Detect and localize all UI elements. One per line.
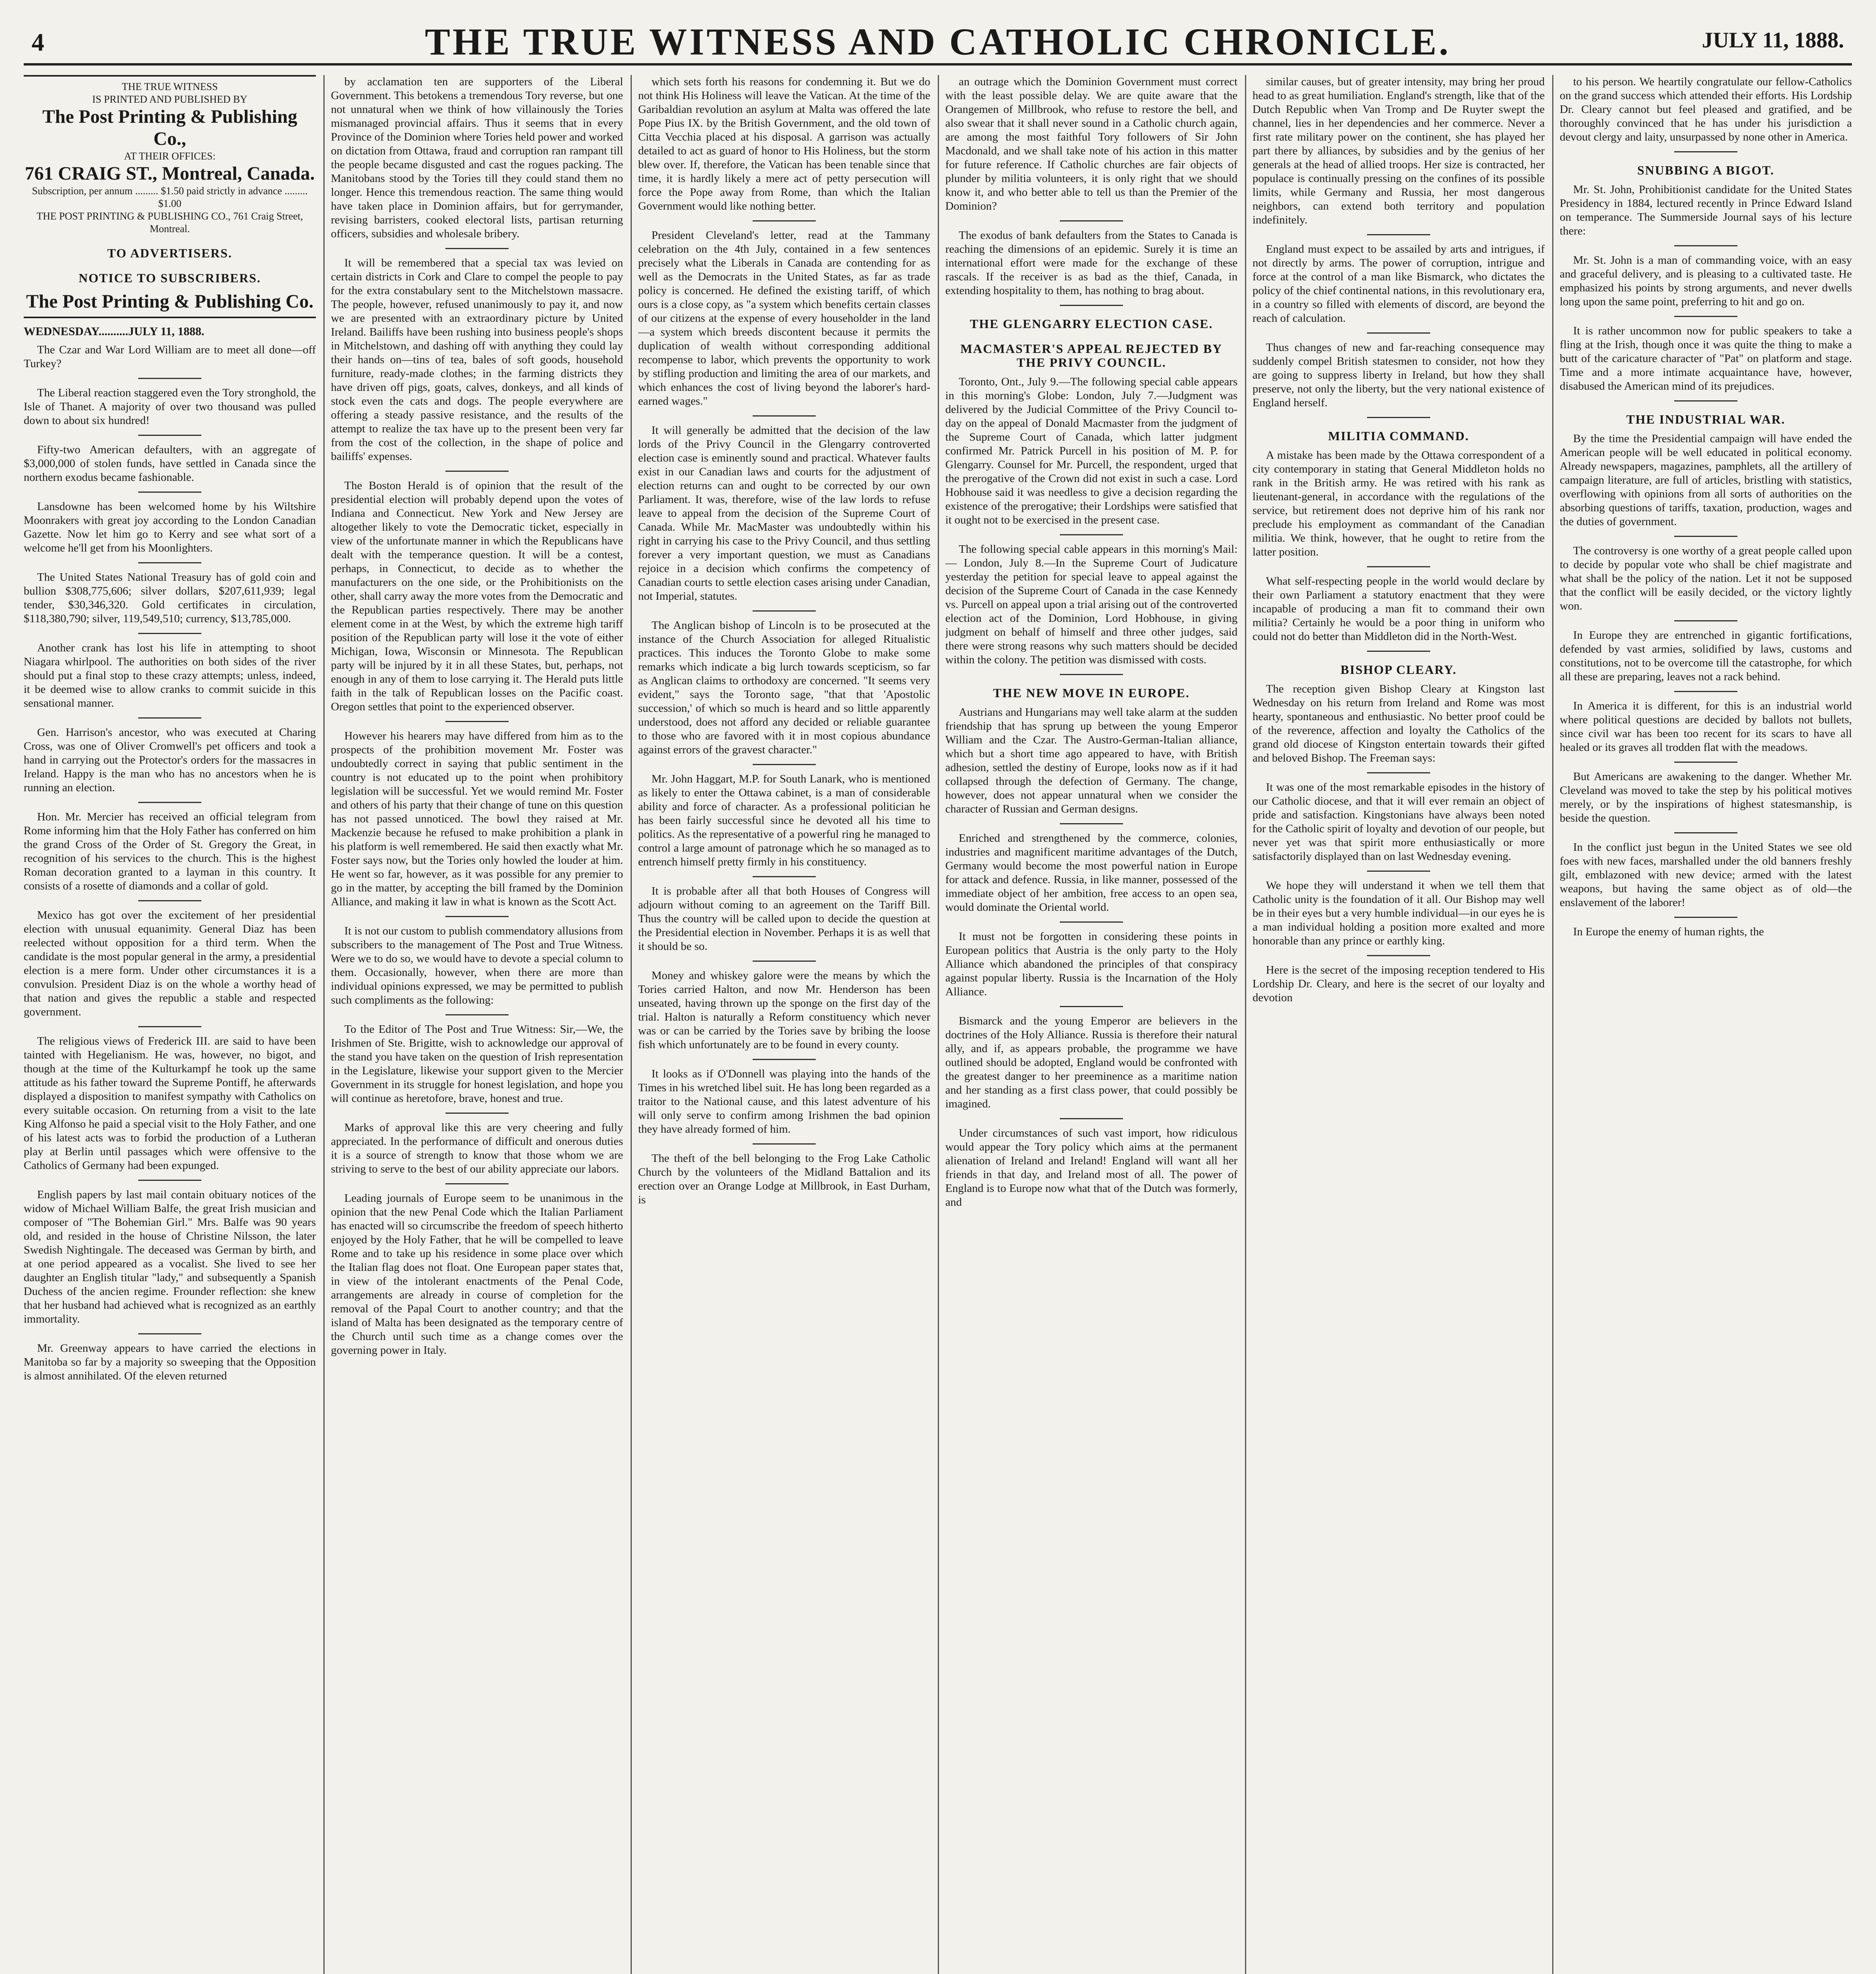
- paragraph: by acclamation ten are supporters of the Liberal Government. This betokens a tremendous Tory reverse, but one not unnatural when we think of how villainously the Tories mismanaged provincial affairs. Thus it seems that in every Province of the Dominion where Tories held power and worked on dictation from Ottawa, fraud and corruption ran rampant till the people became disgusted and cast the rogues packing. The Manitobans stood by the Tories till they could stand them no longer. Hence this tremendous reaction. The same thing would have taken place in Dominion affairs, but for gerrymander, revising barristers, cooked electoral lists, partisan returning officers, subsidies and wholesale bribery.: [331, 75, 623, 240]
- paragraph: Mexico has got over the excitement of her presidential election with unusual equanimity. General Diaz has been reelected without opposition for a third term. When the candidate is the most popular general in the army, a presidential election is a mere form. Under other circumstances it is a convulsion. President Diaz is on the whole a worthy head of that nation and gives the republic a stable and respected government.: [24, 909, 316, 1018]
- publisher-address: 761 CRAIG ST., Montreal, Canada.: [24, 163, 315, 184]
- separator: [445, 1113, 509, 1114]
- paragraph: It will generally be admitted that the decision of the law lords of the Privy Council in the Glengarry controverted election case is eminently sound and practical. Whatever faults exist in our Canadian laws and courts for the adjustment of election returns can and ought to be corrected by our own Parliament. It was, therefore, wise of the law lords to refuse leave to appeal from the decision of the Supreme Court of Canada. While Mr. MacMaster was undoubtedly within his right in carrying his case to the Privy Council, and thus settling forever a very important question, we must as Canadians rejoice in a decision which confirms the competency of Canadian courts to settle election cases arising under Canadian, not Imperial, statutes.: [638, 424, 930, 602]
- separator: [138, 717, 201, 719]
- separator: [138, 492, 201, 493]
- paragraph: The exodus of bank defaulters from the States to Canada is reaching the dimensions of an epidemic. Surely it is time an international effort were made for the exchange of these rascals. If the receiver is as bad as the thief, Canada, in extending hospitality to them, has nothing to brag about.: [945, 229, 1238, 297]
- separator: [1674, 832, 1737, 833]
- paragraph: The United States National Treasury has of gold coin and bullion $308,775,606; silver dollars, $207,611,939; legal tender, $30,346,320. Gold certificates in circulation, $118,380,790; silver, 119,549,510; currency, $13,785,000.: [24, 571, 316, 625]
- separator: [1674, 917, 1737, 918]
- column-2: [331, 75, 623, 1974]
- separator: [445, 471, 509, 472]
- paragraph: It is probable after all that both Houses of Congress will adjourn without coming to an agreement on the Tariff Bill. Thus the country will be called upon to decide the question at the Presidential election in November. Perhaps it is as well that it should be so.: [638, 885, 930, 953]
- page-number: 4: [32, 28, 44, 56]
- paragraph: Hon. Mr. Mercier has received an official telegram from Rome informing him that the Holy Father has conferred on him the grand Cross of the Order of St. Gregory the Great, in recognition of his services to the church. This is the highest Roman decoration granted to a layman in this country. It consists of a rosette of diamonds and a collar of gold.: [24, 811, 316, 892]
- paragraph: In Europe they are entrenched in gigantic fortifications, defended by vast armies, solidified by laws, customs and constitutions, not to be overcome till the catastrophe, for which all these are preparing, leaves not a rack behind.: [1560, 629, 1852, 683]
- paragraph: But Americans are awakening to the danger. Whether Mr. Cleveland was moved to take the step by his political motives merely, or by the inspirations of highest statesmanship, is beside the question.: [1560, 770, 1852, 824]
- paragraph: Fifty-two American defaulters, with an aggregate of $3,000,000 of stolen funds, have settled in Canada since the northern exodus became fashionable.: [24, 443, 316, 484]
- separator: [138, 633, 201, 634]
- paragraph: President Cleveland's letter, read at the Tammany celebration on the 4th July, contained in a few sentences precisely what the Liberals in Canada are contending for as well as the Democrats in the United States, as far as trade policy is concerned. He defined the existing tariff, of which ours is a close copy, as "a system which benefits certain classes of our citizens at the expense of every householder in the land—a system which breeds discontent because it permits the duplication of wealth without corresponding additional recompense to labor, which prevents the opportunity to work by stifling production and limiting the area of our markets, and which enhances the cost of living beyond the laborer's hard-earned wages.": [638, 229, 930, 407]
- page-title: THE TRUE WITNESS AND CATHOLIC CHRONICLE.: [425, 21, 1451, 63]
- separator: [138, 900, 201, 901]
- separator: [1674, 316, 1737, 317]
- paragraph: Leading journals of Europe seem to be unanimous in the opinion that the new Penal Code which the Italian Parliament has enacted will so circumscribe the freedom of speech hitherto enjoyed by the Holy Father, that he will be compelled to leave Rome and to take up his residence in some place over which the Italian flag does not float. One European paper states that, in view of the intolerant enactments of the Penal Code, arrangements are already in course of completion for the removal of the Papal Court to another country; and that the island of Malta has been designated as the temporary centre of the Church until such time as a change comes over the governing power in Italy.: [331, 1192, 623, 1357]
- masthead: [24, 16, 1852, 66]
- issue-line: WEDNESDAY..........JULY 11, 1888.: [24, 325, 205, 338]
- paragraph: Under circumstances of such vast import, how ridiculous would appear the Tory policy which aims at the permanent alienation of Ireland and Ireland! England will want all her friends in that day, and Ireland most of all. The power of England is to Europe now what that of the Dutch was formerly, and: [945, 1127, 1238, 1208]
- separator: [1060, 305, 1123, 306]
- paragraph: A mistake has been made by the Ottawa correspondent of a city contemporary in stating that General Middleton holds no rank in the British army. He was retired with his rank as lieutenant-general, in accordance with the regulations of the service, but retirement does not deprive him of his rank nor preclude his employment as commandant of the Canadian militia. We think, however, that he ought to retire from the latter position.: [1253, 449, 1545, 558]
- separator: [138, 435, 201, 436]
- paragraph: Money and whiskey galore were the means by which the Tories carried Halton, and now Mr. Henderson has been unseated, having thrown up the sponge on the first day of the trial. Halton is naturally a Reform constituency which never was or can be carried by the Tories save by bribing the loose fish which unfortunately are to be found in every county.: [638, 969, 930, 1051]
- column-1-text: [24, 343, 316, 1383]
- paragraph: We hope they will understand it when we tell them that Catholic unity is the foundation of it all. Our Bishop may well be in their eyes but a very humble individual—in our eyes he is a man individual holding a position more exalted and more honorable than any prince or earthly king.: [1253, 879, 1545, 947]
- column-6-text: [1560, 75, 1852, 939]
- separator: [753, 961, 816, 962]
- separator: [1060, 220, 1123, 221]
- columns: [24, 75, 1852, 1974]
- column-3: [638, 75, 930, 1974]
- paragraph: Mr. St. John, Prohibitionist candidate for the United States Presidency in 1884, lectured recently in Prince Edward Island on temperance. The Summerside Journal says of his lecture there:: [1560, 183, 1852, 237]
- paragraph: The following special cable appears in this morning's Mail:— London, July 8.—In the Supreme Court of Judicature yesterday the petition for special leave to appeal against the decision of the Supreme Court of Canada in the case Kennedy vs. Purcell on appeal upon a trial arising out of the controverted election act of the Dominion, Lord Hobhouse, in giving judgment on behalf of himself and three other judges, said there were strong reasons why such matters should be decided within the colony. The petition was dismissed with costs.: [945, 543, 1238, 666]
- separator: [1367, 332, 1430, 334]
- paragraph: It is rather uncommon now for public speakers to take a fling at the Irish, though once it was quite the thing to make a butt of the caricature character of "Pat" on platform and stage. Time and a more intimate acquaintance have, however, disabused the American mind of its prejudices.: [1560, 325, 1852, 392]
- paragraph: It was one of the most remarkable episodes in the history of our Catholic diocese, and that it will ever remain an object of pride and satisfaction. Kingstonians have always been noted for the Catholic spirit of loyalty and devotion of our people, but never yet was that spirit more enthusiastically or more satisfactorily displayed than on last Wednesday evening.: [1253, 781, 1545, 863]
- column-6: [1560, 75, 1852, 1974]
- paragraph: What self-respecting people in the world would declare by their own Parliament a statutory enactment that they were incapable of producing a man fit to command their own militia? Certainly he would be a poor thing in uniform who could not do better than Middleton did in the North-West.: [1253, 575, 1545, 643]
- paragraph: to his person. We heartily congratulate our fellow-Catholics on the grand success which attended their efforts. His Lordship Dr. Cleary cannot but feel pleased and gratified, and be thoroughly convinced that he has under his jurisdiction a devout clergy and laity, unsurpassed by none other in America.: [1560, 75, 1852, 143]
- separator: [1060, 1118, 1123, 1119]
- publisher-line1: THE TRUE WITNESS: [122, 81, 218, 92]
- column-4: [945, 75, 1238, 1974]
- paragraph: However his hearers may have differed from him as to the prospects of the prohibition movement Mr. Foster was undoubtedly correct in saying that public sentiment in the country is not educated up to the point when prohibitory legislation will be successful. Yet we would remind Mr. Foster and others of his party that their change of tune on this question has not passed unnoticed. The bowl they raised at Mr. Mackenzie because he refused to make prohibition a plank in his platform is well remembered. He said then exactly what Mr. Foster says now, but the Tories only howled the louder at him. He went so far, however, as it was possible for any premier to go in the matter, by accepting the bill framed by the Dominion Alliance, and making it law in what is known as the Scott Act.: [331, 730, 623, 908]
- column-1: [24, 75, 316, 1974]
- separator: [1367, 417, 1430, 418]
- separator: [1674, 762, 1737, 763]
- paragraph: It must not be forgotten in considering these points in European politics that Austria is the only party to the Holy Alliance which abandoned the principles of that conspiracy against popular liberty. Russia is the Incarnation of the Holy Alliance.: [945, 930, 1238, 998]
- paragraph: which sets forth his reasons for condemning it. But we do not think His Holiness will leave the Vatican. At the time of the Garibaldian revolution an asylum at Malta was offered the late Pope Pius IX. by the British Government, and the old town of Citta Vecchia placed at his disposal. A garrison was actually detailed to act as guard of honor to His Holiness, but the storm blew over. If, therefore, the Vatican has been tenable since that time, it is hardly likely a mere act of petty persecution will force the Pope away from Rome, than which the Italian Government would like nothing better.: [638, 75, 930, 212]
- publisher-box: [24, 75, 316, 318]
- subscription-rates: Subscription, per annum ......... $1.50 paid strictly in advance ......... $1.00: [32, 185, 308, 209]
- section-heading: BISHOP CLEARY.: [1340, 662, 1457, 677]
- paragraph: It will be remembered that a special tax was levied on certain districts in Cork and Clare to compel the people to pay for the extra constabulary sent to the Mitchelstown massacre. The people, however, refused unanimously to pay it, and now we are presented with an extraordinary picture by United Ireland. Bailiffs have been rushing into business people's shops in Mitchelstown, and dashing off with anything they could lay their hands on—tins of tea, bales of soft goods, household furniture, ready-made clothes; in the farming districts they have driven off pigs, goats, calves, donkeys, and all kinds of stock even the cats and dogs. The people everywhere are offering a steady passive resistance, and the results of the attempt to realize the tax have up to the present been very far from the cost of the collection, in the shape of police and bailiffs' expenses.: [331, 257, 623, 463]
- paragraph: Mr. Greenway appears to have carried the elections in Manitoba so far by a majority so sweeping that the Opposition is almost annihilated. Of the eleven returned: [24, 1342, 316, 1382]
- paragraph: Marks of approval like this are very cheering and fully appreciated. In the performance of difficult and onerous duties it is a source of strength to know that those whom we are striving to serve to the best of our ability appreciate our labors.: [331, 1121, 623, 1175]
- separator: [1674, 151, 1737, 152]
- paragraph: Mr. John Haggart, M.P. for South Lanark, who is mentioned as likely to enter the Ottawa cabinet, is a man of considerable ability and force of character. As a professional politician he has been fairly successful since he devoted all his time to politics. As the representative of a powerful ring he managed to control a large amount of patronage which he so managed as to entrench himself pretty firmly in his constituency.: [638, 773, 930, 868]
- paragraph: The controversy is one worthy of a great people called upon to decide by popular vote who shall be chief magistrate and what shall be the policy of the nation. Let it not be supposed that the conflict will be easily decided, or the victory lightly won.: [1560, 544, 1852, 612]
- separator: [1060, 534, 1123, 535]
- separator: [753, 1143, 816, 1145]
- paragraph: Here is the secret of the imposing reception tendered to His Lordship Dr. Cleary, and here is the secret of our loyalty and devotion: [1253, 964, 1545, 1004]
- separator: [1060, 1006, 1123, 1007]
- paragraph: English papers by last mail contain obituary notices of the widow of Michael William Balfe, the great Irish musician and composer of "The Bohemian Girl." Mrs. Balfe was 90 years old, and resided in the house of Christine Nilsson, the later Swedish Nightingale. The deceased was German by birth, and at one period appeared as a vocalist. She lived to see her daughter an English titular "lady," and subsequently a Spanish Duchess of the ancien regime. Frounder reflection: she knew that her husband had achieved what is recognized as an earthly immortality.: [24, 1188, 316, 1325]
- section-heading: THE NEW MOVE IN EUROPE.: [993, 686, 1190, 700]
- column-2-text: [331, 75, 623, 1357]
- section-heading: MILITIA COMMAND.: [1328, 429, 1469, 443]
- separator: [1674, 691, 1737, 692]
- separator: [1367, 566, 1430, 567]
- section-heading: THE INDUSTRIAL WAR.: [1626, 412, 1786, 426]
- paragraph: It looks as if O'Donnell was playing into the hands of the Times in his wretched libel suit. He has long been regarded as a traitor to the National cause, and this latest adventure of his will only serve to confirm among Irishmen the bad opinion they have already formed of him.: [638, 1068, 930, 1135]
- newspaper-page: [24, 16, 1852, 1974]
- paragraph: similar causes, but of greater intensity, may bring her proud head to as great humiliation. England's strength, like that of the Dutch Republic when Van Tromp and De Ruyter swept the channel, lies in her dependencies and her commerce. Never a first rate military power on the continent, she has played her part there by alliances, by subsidies and by the genius of her generals at the head of allied troops. Her size is contracted, her populace is continually pressing on the confines of its possible limits, while Germany and Russia, her most dangerous neighbors, can extend both territory and population indefinitely.: [1253, 75, 1545, 226]
- paragraph: In America it is different, for this is an industrial world where political questions are decided by ballots not bullets, since civil war has been too recent for its scars to have all healed or its graves all trodden flat with the meadows.: [1560, 700, 1852, 754]
- separator: [1367, 955, 1430, 956]
- separator: [1060, 921, 1123, 923]
- paragraph: The Czar and War Lord William are to meet all done—off Turkey?: [24, 343, 316, 370]
- separator: [445, 721, 509, 722]
- publisher-at: AT THEIR OFFICES:: [124, 150, 216, 162]
- separator: [445, 248, 509, 249]
- paragraph: The theft of the bell belonging to the Frog Lake Catholic Church by the volunteers of the Midland Battalion and its erection over an Orange Lodge at Millbrook, in East Durham, is: [638, 1152, 930, 1206]
- separator: [138, 1026, 201, 1027]
- separator: [445, 1183, 509, 1184]
- separator: [1367, 772, 1430, 773]
- separator: [753, 220, 816, 221]
- separator: [1367, 871, 1430, 872]
- paragraph: In the conflict just begun in the United States we see old foes with new faces, marshalled under the old banners freshly gilt, emblazoned with new device; armed with the latest weapons, but having the same object as of old—the enslavement of the laborer!: [1560, 841, 1852, 909]
- paragraph: Gen. Harrison's ancestor, who was executed at Charing Cross, was one of Oliver Cromwell's pet officers and took a hand in carrying out the Protector's orders for the massacres in Ireland. Happy is the man who has no ancestors when he is running an election.: [24, 726, 316, 794]
- separator: [1674, 245, 1737, 246]
- separator: [753, 610, 816, 612]
- paragraph: The religious views of Frederick III. are said to have been tainted with Hegelianism. He was, however, no bigot, and though at the time of the Kulturkampf he took up the same attitude as his father toward the Supreme Pontiff, he afterwards displayed a disposition to manifest sympathy with Catholics on every suitable occasion. On returning from a visit to the late King Alfonso he paid a special visit to the Holy Father, and one of his latest acts was to forbid the production of a Lutheran play at Berlin until passages which were offensive to the Catholics of Germany had been expunged.: [24, 1035, 316, 1172]
- issue-date: JULY 11, 1888.: [1702, 28, 1844, 53]
- column-5-text: [1253, 75, 1545, 1005]
- separator: [1367, 234, 1430, 235]
- separator: [445, 916, 509, 917]
- paragraph: Thus changes of new and far-reaching consequence may suddenly compel British statesmen to consider, not how they are going to suppress liberty in Ireland, but how they shall preserve, not only the liberty, but the very national existence of England herself.: [1253, 341, 1545, 409]
- publisher-company-2: THE POST PRINTING & PUBLISHING CO., 761 Craig Street, Montreal.: [36, 210, 303, 235]
- separator: [1060, 823, 1123, 824]
- separator: [445, 1014, 509, 1015]
- column-5: [1253, 75, 1545, 1974]
- paragraph: Mr. St. John is a man of commanding voice, with an easy and graceful delivery, and is pleasing to a cultivated taste. He emphasized his points by strong arguments, and never dwells long upon the same point, preferring to hit and go on.: [1560, 254, 1852, 308]
- paragraph: The Anglican bishop of Lincoln is to be prosecuted at the instance of the Church Association for alleged Ritualistic practices. This induces the Toronto Globe to make some remarks which indicate a big lurch towards scepticism, so far as Anglican claims to orthodoxy are concerned. "It seems very evident," says the Toronto sage, "that that 'Apostolic succession,' of which so much is heard and so little apparently understood, does not afford any decided or reliable guarantee to those who are favored with it in most copious abundance against errors of the gravest character.": [638, 619, 930, 756]
- publisher-line2: IS PRINTED AND PUBLISHED BY: [92, 94, 248, 105]
- subs-heading: NOTICE TO SUBSCRIBERS.: [79, 271, 261, 285]
- separator: [138, 1180, 201, 1181]
- paragraph: Lansdowne has been welcomed home by his Wiltshire Moonrakers with great joy according to the London Canadian Gazette. Now let him go to Kerry and see what sort of a welcome he'll get from his Moonlighters.: [24, 500, 316, 554]
- paragraph: The Liberal reaction staggered even the Tory stronghold, the Isle of Thanet. A majority of over two thousand was pulled down to about six hundred!: [24, 387, 316, 427]
- publisher-company: The Post Printing & Publishing Co.,: [42, 106, 297, 149]
- separator: [138, 1333, 201, 1334]
- paragraph: To the Editor of The Post and True Witness: Sir,—We, the Irishmen of Ste. Brigitte, wish to acknowledge our approval of the stand you have taken on the question of Irish representation in the Legislature, likewise your support given to the Mercier Government in its struggle for honest legislation, and hope you will continue as heretofore, brave, honest and true.: [331, 1023, 623, 1105]
- separator: [138, 378, 201, 379]
- paragraph: Toronto, Ont., July 9.—The following special cable appears in this morning's Globe: London, July 7.—Judgment was delivered by the Judicial Committee of the Privy Council to-day on the appeal of Donald Macmaster from the judgment of the Supreme Court of Canada, which latter judgment confirmed Mr. Patrick Purcell in his position of M. P. for Glengarry. Counsel for Mr. Purcell, the respondent, urged that the prerogative of the Crown did not exist in such a case. Lord Hobhouse said it was needless to give a decision regarding the existence of the prerogative; their Lordships were satisfied that it ought not to be exercised in the present case.: [945, 375, 1238, 526]
- section-heading: MACMASTER'S APPEAL REJECTED BY THE PRIVY COUNCIL.: [960, 342, 1222, 370]
- paragraph: The reception given Bishop Cleary at Kingston last Wednesday on his return from Ireland and Rome was most hearty, spontaneous and enthusiastic. No better proof could be of the reverence, affection and loyalty the Catholics of the grand old diocese of Kingston entertain towards their gifted and beloved Bishop. The Freeman says:: [1253, 683, 1545, 764]
- separator: [1674, 620, 1737, 621]
- section-heading: THE GLENGARRY ELECTION CASE.: [970, 317, 1213, 331]
- section-heading: SNUBBING A BIGOT.: [1637, 163, 1775, 177]
- paragraph: an outrage which the Dominion Government must correct with the least possible delay. We are quite aware that the Orangemen of Millbrook, who refuse to restore the bell, and also swear that it shall never sound in a Catholic church again, are among the most faithful Tory followers of Sir John Macdonald, and we shall take note of his action in this matter for future reference. If Catholic churches are fair objects of plunder by militia volunteers, it is only right that we should know it, and who better able to tell us than the Premier of the Dominion?: [945, 75, 1238, 212]
- separator: [753, 876, 816, 877]
- paragraph: Enriched and strengthened by the commerce, colonies, industries and magnificent maritime advantages of the Dutch, Germany would become the most powerful nation in Europe for attack and defence. Russia, in like manner, possessed of the immediate object of her ambition, free access to an open sea, would dominate the Oriental world.: [945, 832, 1238, 914]
- separator: [1674, 400, 1737, 402]
- separator: [753, 764, 816, 765]
- footer-company: The Post Printing & Publishing Co.: [26, 291, 314, 312]
- separator: [1367, 651, 1430, 652]
- column-3-text: [638, 75, 930, 1207]
- separator: [1674, 536, 1737, 537]
- paragraph: It is not our custom to publish commendatory allusions from subscribers to the management of The Post and True Witness. Were we to do so, we would have to devote a special column to them. Occasionally, however, when there are more than individual opinions expressed, we may be permitted to publish such compliments as the following:: [331, 925, 623, 1006]
- separator: [138, 802, 201, 803]
- separator: [753, 1059, 816, 1060]
- ads-heading: TO ADVERTISERS.: [107, 246, 233, 260]
- separator: [1060, 674, 1123, 675]
- column-4-text: [945, 75, 1238, 1209]
- separator: [138, 562, 201, 563]
- paragraph: By the time the Presidential campaign will have ended the American people will be well educated in political economy. Already newspapers, magazines, pamphlets, all the artillery of campaign literature, are full of articles, bristling with statistics, overflowing with opinions from all sorts of authorities on the absorbing questions of tariffs, taxation, production, wages and the duties of government.: [1560, 432, 1852, 528]
- paragraph: The Boston Herald is of opinion that the result of the presidential election will probably depend upon the votes of Indiana and Connecticut. New York and New Jersey are altogether likely to vote the Democratic ticket, especially in view of the unfortunate manner in which the Republicans have dealt with the temperance question. It will be a contest, perhaps, in Connecticut, to decide as to whether the manufacturers on the one side, or the Prohibitionists on the other, shall carry away the more votes from the Democratic and the Republican parties respectively. There may be another element come in at the West, by which the extreme high tariff position of the Republican party will lose it the vote of either Michigan, Iowa, Wisconsin or Minnesota. The Republican party will be injured by it in all these States, but, perhaps, not enough in any of them to lose carrying it. The Herald puts little faith in the talk of Republican losses on the Pacific coast. Oregon settles that point to the experienced observer.: [331, 479, 623, 713]
- paragraph: Austrians and Hungarians may well take alarm at the sudden friendship that has sprung up between the young Emperor William and the Czar. The Austro-German-Italian alliance, which but a short time ago appeared to have, with British adhesion, settled the destiny of Europe, looks now as if it had collapsed through the defection of Germany. The change, however, does not appear unnatural when we consider the character of Russian and German designs.: [945, 706, 1238, 815]
- separator: [753, 415, 816, 417]
- paragraph: Another crank has lost his life in attempting to shoot Niagara whirlpool. The authorities on both sides of the river should put a final stop to these crazy attempts; unless, indeed, it be deemed wise to allow cranks to commit suicide in this sensational manner.: [24, 642, 316, 709]
- paragraph: In Europe the enemy of human rights, the: [1573, 925, 1764, 938]
- paragraph: England must expect to be assailed by arts and intrigues, if not directly by arms. The power of corruption, intrigue and force at the control of a man like Bismarck, who dictates the policy of the chief continental nations, in this revolutionary era, in a country so filled with elements of discord, are beyond the reach of calculation.: [1253, 243, 1545, 325]
- paragraph: Bismarck and the young Emperor are believers in the doctrines of the Holy Alliance. Russia is therefore their natural ally, and if, as appears probable, the programme we have outlined should be adopted, England would be confronted with the greatest danger to her preeminence as a maritime nation and her standing as a first class power, that could possibly be imagined.: [945, 1015, 1238, 1110]
